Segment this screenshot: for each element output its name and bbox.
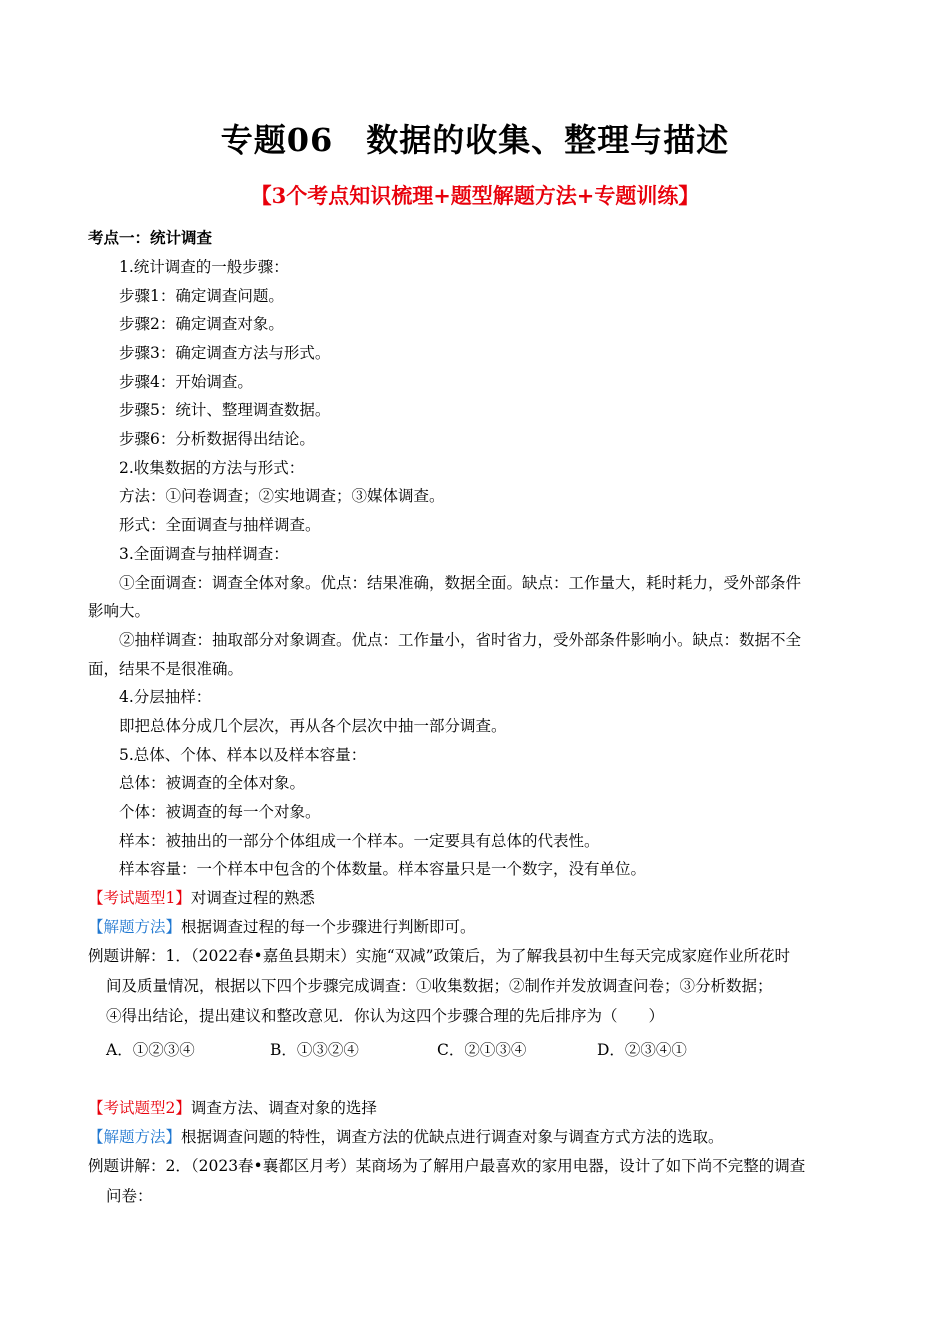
text-line: 步骤4：开始调查。 (119, 373, 253, 391)
tixing1-line (88, 888, 315, 908)
page-subtitle: 【3个考点知识梳理+题型解题方法+专题训练】 (250, 183, 700, 208)
option-d: D．②③④① (597, 1041, 687, 1059)
tixing1-method-text: 根据调查过程的每一个步骤进行判断即可。 (181, 918, 476, 936)
tixing1-tag: 【考试题型1】 (88, 889, 191, 907)
text-line: 方法：①问卷调查；②实地调查；③媒体调查。 (119, 487, 445, 505)
example-line: 间及质量情况，根据以下四个步骤完成调查：①收集数据；②制作并发放调查问卷；③分析数据； (106, 977, 773, 995)
tixing2-tag: 【考试题型2】 (88, 1099, 191, 1117)
text-line: 3.全面调查与抽样调查： (119, 545, 289, 563)
section-heading-kaodian1: 考点一：统计调查 (88, 228, 213, 247)
tixing1-text: 对调查过程的熟悉 (190, 889, 315, 907)
example-line: 例题讲解：1．（2022春•嘉鱼县期末）实施“双减”政策后，为了解我县初中生每天完成家庭作业所花时 (88, 947, 791, 965)
tixing1-method-tag: 【解题方法】 (88, 918, 182, 936)
example-line: 例题讲解：2．（2023春•襄都区月考）某商场为了解用户最喜欢的家用电器，设计了如下尚不完整的调查 (88, 1157, 806, 1175)
text-line: 即把总体分成几个层次，再从各个层次中抽一部分调查。 (119, 717, 507, 735)
tixing2-method-text: 根据调查问题的特性，调查方法的优缺点进行调查对象与调查方式方法的选取。 (181, 1128, 724, 1146)
tixing2-method-tag: 【解题方法】 (88, 1128, 182, 1146)
text-line: 2.收集数据的方法与形式： (119, 459, 305, 477)
text-line: 5.总体、个体、样本以及样本容量： (119, 746, 367, 764)
text-line: 步骤3：确定调查方法与形式。 (119, 344, 331, 362)
text-line: ②抽样调查：抽取部分对象调查。优点：工作量小，省时省力，受外部条件影响小。缺点：数据不全 (119, 631, 802, 649)
option-a: A．①②③④ (106, 1041, 195, 1059)
tixing2-method-line (88, 1127, 724, 1147)
text-line: 步骤2：确定调查对象。 (119, 315, 284, 333)
example-line: 问卷： (106, 1187, 153, 1205)
option-b: B．①③②④ (270, 1041, 359, 1059)
page-title: 专题06 数据的收集、整理与描述 (220, 121, 730, 159)
text-line: 4.分层抽样： (119, 688, 212, 706)
text-line: 个体：被调查的每一个对象。 (119, 803, 321, 821)
text-line: 影响大。 (88, 602, 151, 620)
text-line: ①全面调查：调查全体对象。优点：结果准确，数据全面。缺点：工作量大，耗时耗力，受外部条件 (119, 574, 802, 592)
text-line: 面，结果不是很准确。 (88, 660, 244, 678)
text-line: 形式：全面调查与抽样调查。 (119, 516, 321, 534)
option-c: C．②①③④ (437, 1041, 527, 1059)
tixing2-text: 调查方法、调查对象的选择 (190, 1099, 377, 1117)
tixing2-line (88, 1098, 377, 1118)
tixing1-method-line (88, 917, 476, 937)
text-line: 样本容量：一个样本中包含的个体数量。样本容量只是一个数字，没有单位。 (119, 860, 647, 878)
text-line: 步骤5：统计、整理调查数据。 (119, 401, 331, 419)
text-line: 步骤6：分析数据得出结论。 (119, 430, 315, 448)
text-line: 总体：被调查的全体对象。 (119, 774, 306, 792)
text-line: 步骤1：确定调查问题。 (119, 287, 284, 305)
text-line: 样本：被抽出的一部分个体组成一个样本。一定要具有总体的代表性。 (119, 832, 600, 850)
text-line: 1.统计调查的一般步骤： (119, 258, 289, 276)
example-line: ④得出结论，提出建议和整改意见．你认为这四个步骤合理的先后排序为（ ） (106, 1007, 665, 1025)
